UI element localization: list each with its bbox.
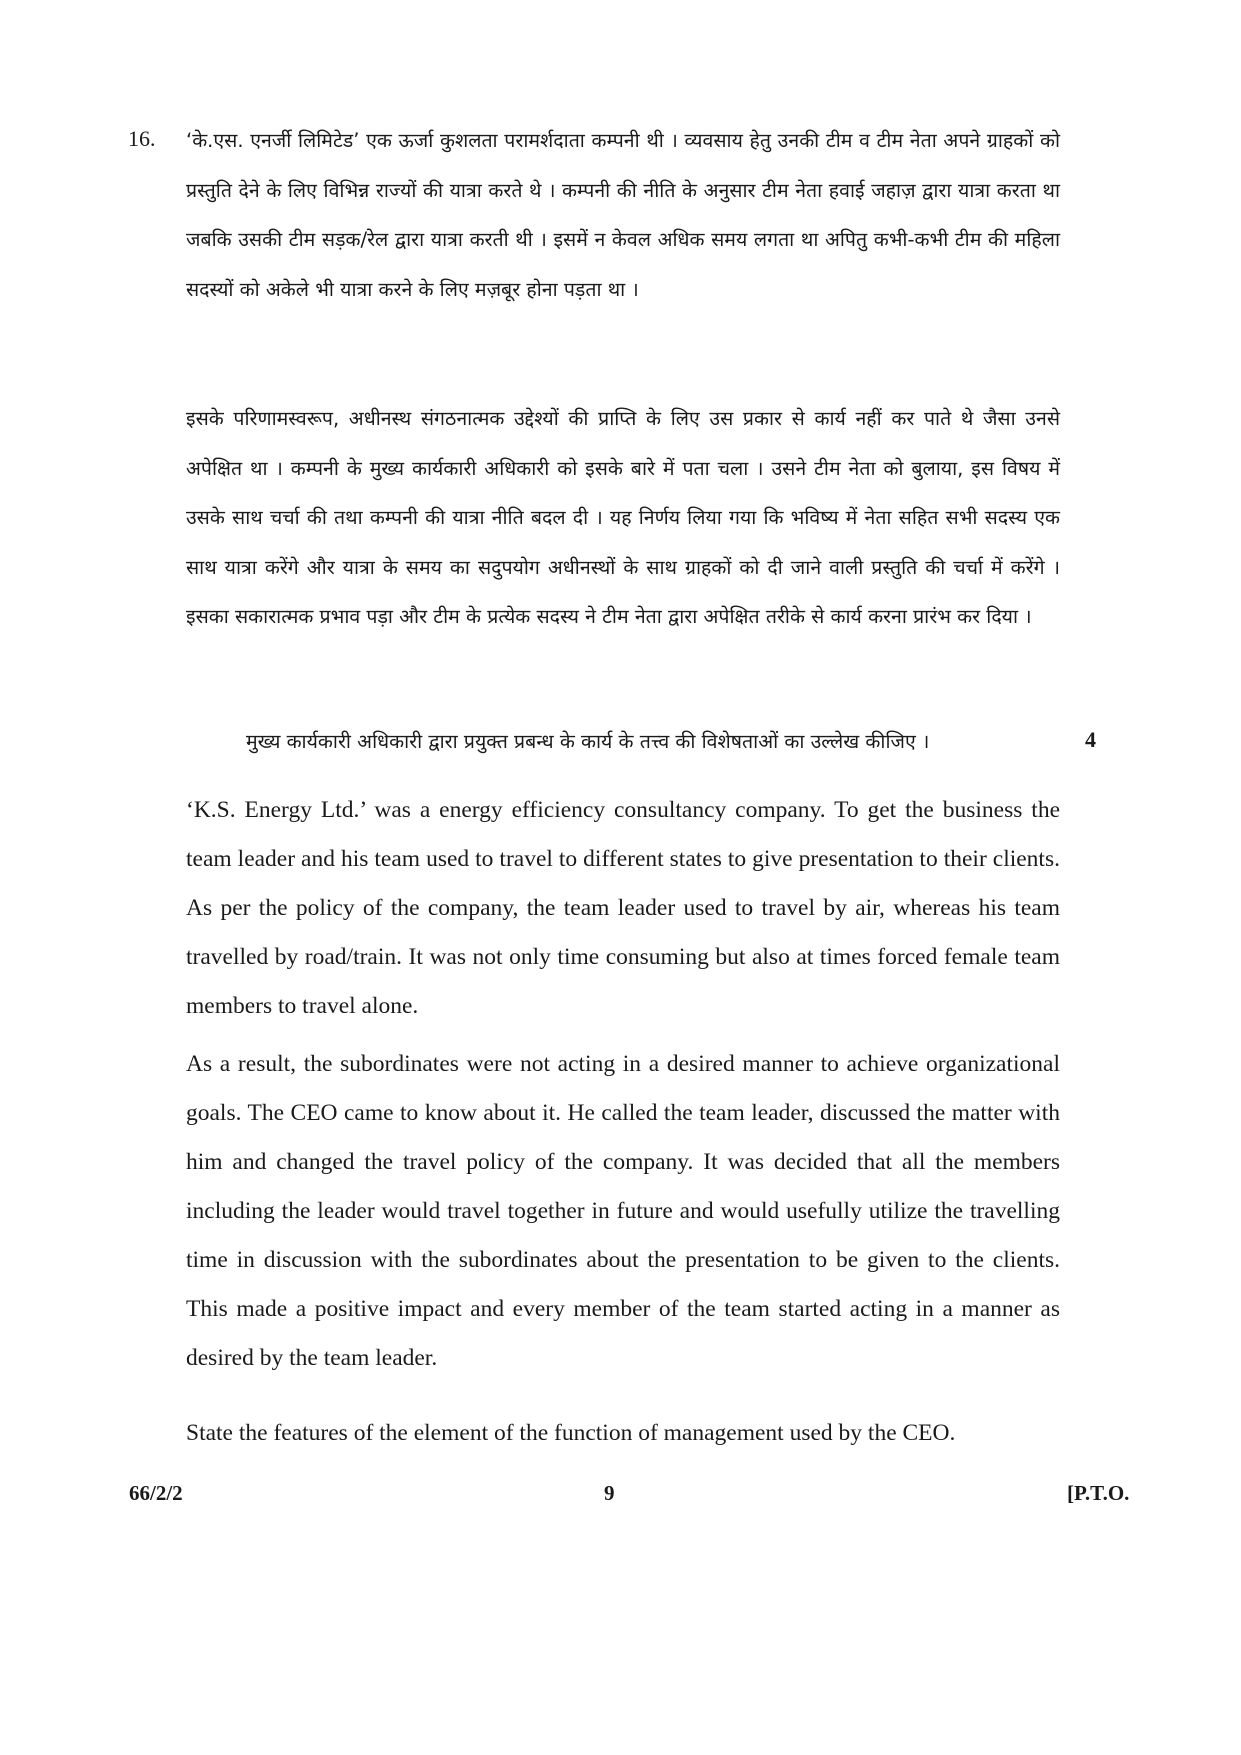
hindi-case-paragraph-1: ‘के.एस. एनर्जी लिमिटेड’ एक ऊर्जा कुशलता परामर्शदाता कम्पनी थी । व्यवसाय हेतु उनकी टीम व टीम नेता अपने ग्राहकों को प्रस्तुति देने के लिए विभिन्न राज्यों की यात्रा करते थे । कम्पनी की नीति के अनुसार टीम नेता हवाई जहाज़ द्वारा यात्रा करता था जबकि उसकी टीम सड़क/रेल द्वारा यात्रा करती थी । इसमें न केवल अधिक समय लगता था अपितु कभी-कभी टीम की महिला सदस्यों को अकेले भी यात्रा करने के लिए मज़बूर होना पड़ता था ।: [186, 129, 1060, 301]
hindi-case-paragraph-2: इसके परिणामस्वरूप, अधीनस्थ संगठनात्मक उद्देश्यों की प्राप्ति के लिए उस प्रकार से कार्य नहीं कर पाते थे जैसा उनसे अपेक्षित था । कम्पनी के मुख्य कार्यकारी अधिकारी को इसके बारे में पता चला । उसने टीम नेता को बुलाया, इस विषय में उसके साथ चर्चा की तथा कम्पनी की यात्रा नीति बदल दी । यह निर्णय लिया गया कि भविष्य में नेता सहित सभी सदस्य एक साथ यात्रा करेंगे और यात्रा के समय का सदुपयोग अधीनस्थों के साथ ग्राहकों को दी जाने वाली प्रस्तुति की चर्चा में करेंगे । इसका सकारात्मक प्रभाव पड़ा और टीम के प्रत्येक सदस्य ने टीम नेता द्वारा अपेक्षित तरीके से कार्य करना प्रारंभ कर दिया ।: [186, 407, 1060, 628]
please-turn-over: [P.T.O.: [1067, 1481, 1130, 1505]
page-number: 9: [604, 1481, 615, 1505]
hindi-question-prompt: मुख्य कार्यकारी अधिकारी द्वारा प्रयुक्त प्रबन्ध के कार्य के तत्त्व की विशेषताओं का उल्लेख कीजिए ।: [246, 730, 930, 753]
english-question-prompt: State the features of the element of the function of management used by the CEO.: [186, 1420, 956, 1446]
english-case-paragraph-1: ‘K.S. Energy Ltd.’ was a energy efficiency consultancy company. To get the business the team leader and his team used to travel to different states to give presentation to their clients. As per the policy of the company, the team leader used to travel by air, whereas his team travelled by road/train. It was not only time consuming but also at times forced female team members to travel alone.: [186, 797, 1060, 1019]
english-case-paragraph-2: As a result, the subordinates were not acting in a desired manner to achieve organizational goals. The CEO came to know about it. He called the team leader, discussed the matter with him and changed the travel policy of the company. It was decided that all the members including the leader would travel together in future and would usefully utilize the travelling time in discussion with the subordinates about the presentation to be given to the clients. This made a positive impact and every member of the team started acting in a manner as desired by the team leader.: [186, 1051, 1060, 1371]
question-marks: 4: [1085, 727, 1096, 752]
paper-code: 66/2/2: [129, 1481, 183, 1505]
question-number: 16.: [128, 126, 156, 151]
